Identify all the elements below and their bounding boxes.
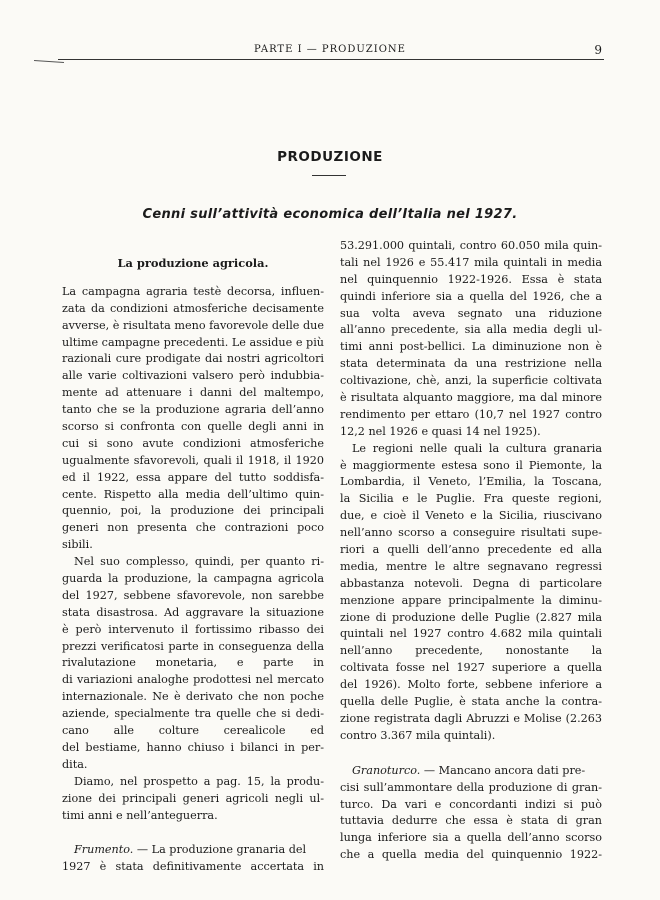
subtitle: Cenni sull’attività economica dell’Italia nel 1927. <box>142 207 518 222</box>
text-line: rendimento per ettaro (10,7 nel 1927 contro <box>340 407 602 421</box>
text-line: tali nel 1926 e 55.417 mila quintali in media <box>340 255 602 269</box>
run-in-text: — Mancano ancora dati pre- <box>420 763 586 777</box>
text-line: generi non presenta che contrazioni poco <box>62 521 324 535</box>
text-line: sua volta aveva segnato una riduzione <box>340 306 602 320</box>
text-line: cisi sull’ammontare della produzione di gran- <box>340 780 602 794</box>
text-line <box>340 763 602 780</box>
title-rule <box>312 175 346 176</box>
text-line: zione registrata dagli Abruzzi e Molise (2.263 <box>340 711 602 725</box>
text-line: quintali nel 1927 contro 4.682 mila quintali <box>340 627 602 641</box>
text-line: zione di produzione delle Puglie (2.827 mila <box>340 610 602 624</box>
paragraph-2 <box>62 554 324 774</box>
text-line: tanto che se la produzione agraria dell’anno <box>62 403 324 417</box>
text-line: guarda la produzione, la campagna agricola <box>62 572 324 586</box>
run-in-label: Granoturco. <box>352 763 421 777</box>
text-line: ugualmente sfavorevoli, quali il 1918, il 1920 <box>62 453 324 467</box>
text-line: Lombardia, il Veneto, l’Emilia, la Toscana, <box>340 475 602 489</box>
paragraph-2 <box>340 441 602 745</box>
text-line: è maggiormente estesa sono il Piemonte, la <box>340 458 602 472</box>
text-line: ed il 1922, essa appare del tutto soddisfa- <box>62 470 324 484</box>
paragraph-3 <box>62 774 324 825</box>
text-line: rivalutazione monetaria, e parte in <box>62 656 324 670</box>
text-line: cano alle colture cerealicole ed <box>62 724 324 738</box>
text-line: Le regioni nelle quali la cultura granaria <box>352 441 602 455</box>
text-line: del 1926). Molto forte, sebbene inferiore a <box>340 678 602 692</box>
text-line: stata disastrosa. Ad aggravare la situazione <box>62 605 324 619</box>
text-line: del 1927, sebbene sfavorevole, non sarebbe <box>62 588 324 602</box>
run-in-label: Frumento. <box>74 843 134 857</box>
paragraph-gap <box>62 824 324 842</box>
text-line: stata determinata da una restrizione nella <box>340 357 602 371</box>
text-line: di variazioni analoghe prodottesi nel mercato <box>62 673 324 687</box>
text-line: menzione appare principalmente la diminu- <box>340 593 602 607</box>
text-line: La campagna agraria testè decorsa, influen- <box>62 284 324 298</box>
text-line: internazionale. Ne è derivato che non poche <box>62 690 324 704</box>
text-line: timi anni e nell’anteguerra. <box>62 808 218 822</box>
right-column <box>340 238 602 864</box>
text-line: avverse, è risultata meno favorevole delle due <box>62 318 324 332</box>
text-line: riori a quelli dell’anno precedente ed alla <box>340 543 602 557</box>
text-line: tuttavia dedurre che essa è stata di gran <box>340 814 602 828</box>
text-line: zione dei principali generi agricoli negli ul- <box>62 791 324 805</box>
text-line: coltivazione, chè, anzi, la superficie coltivata <box>340 374 602 388</box>
text-line: quennio, poi, la produzione dei principali <box>62 504 324 518</box>
text-line: che a quella media del quinquennio 1922- <box>340 848 602 862</box>
text-line: aziende, specialmente tra quelle che si dedi- <box>62 707 324 721</box>
text-line: mente ad attenuare i danni del maltempo, <box>62 386 324 400</box>
running-header <box>0 44 660 58</box>
paragraph-gap <box>340 745 602 763</box>
header-rule-tail <box>34 60 64 63</box>
text-line: 12,2 nel 1926 e quasi 14 nel 1925). <box>340 424 541 438</box>
text-line: 1927 è stata definitivamente accertata in <box>62 860 324 874</box>
text-line: alle varie coltivazioni valsero però indubbia- <box>62 369 324 383</box>
run-in-text: — La produzione granaria del <box>133 843 307 857</box>
page-number: 9 <box>594 43 602 57</box>
text-line: coltivata fosse nel 1927 superiore a quella <box>340 661 602 675</box>
text-line: sibili. <box>62 538 93 552</box>
left-column <box>62 238 324 876</box>
text-line: media, mentre le altre segnavano regressi <box>340 559 602 573</box>
text-line <box>62 842 324 859</box>
column-heading: La produzione agricola. <box>117 256 269 270</box>
text-line: dita. <box>62 757 88 771</box>
section-title: PRODUZIONE <box>277 149 383 165</box>
header-rule <box>58 59 604 60</box>
text-line: quindi inferiore sia a quella del 1926, che a <box>340 289 602 303</box>
text-line: razionali cure prodigate dai nostri agricoltori <box>62 352 324 366</box>
text-line: nell’anno precedente, nonostante la <box>340 644 602 658</box>
text-line: cui si sono avute condizioni atmosferiche <box>62 436 324 450</box>
text-line: nell’anno scorso a conseguire risultati supe- <box>340 526 602 540</box>
text-line: cente. Rispetto alla media dell’ultimo quin- <box>62 487 324 501</box>
text-line: del bestiame, hanno chiuso i bilanci in per- <box>62 740 324 754</box>
text-line: abbastanza notevoli. Degna di particolare <box>340 576 602 590</box>
text-line: Diamo, nel prospetto a pag. 15, la produ- <box>74 774 324 788</box>
text-line: la Sicilia e le Puglie. Fra queste regioni, <box>340 492 602 506</box>
text-line: contro 3.367 mila quintali). <box>340 728 496 742</box>
text-line: quella delle Puglie, è stata anche la contra- <box>340 695 602 709</box>
text-line: turco. Da vari e concordanti indizi si può <box>340 797 602 811</box>
paragraph-1 <box>340 238 602 441</box>
paragraph-frumento <box>62 842 324 876</box>
text-line: lunga inferiore sia a quella dell’anno scorso <box>340 831 602 845</box>
text-line: nel quinquennio 1922-1926. Essa è stata <box>340 272 602 286</box>
paragraph-1 <box>62 284 324 554</box>
text-line: scorso si confronta con quelle degli anni in <box>62 420 324 434</box>
text-line: timi anni post-bellici. La diminuzione non è <box>340 340 602 354</box>
paragraph-granoturco <box>340 763 602 864</box>
text-line: è risultata alquanto maggiore, ma dal minore <box>340 391 602 405</box>
text-line: zata da condizioni atmosferiche decisamente <box>62 301 324 315</box>
text-line: 53.291.000 quintali, contro 60.050 mila quin- <box>340 239 602 252</box>
text-line: è però intervenuto il fortissimo ribasso dei <box>62 622 324 636</box>
running-title: PARTE I — PRODUZIONE <box>254 44 406 55</box>
text-line: all’anno precedente, sia alla media degli ul- <box>340 323 602 337</box>
text-line: Nel suo complesso, quindi, per quanto ri- <box>74 555 324 569</box>
text-line: prezzi verificatosi parte in conseguenza della <box>62 639 324 653</box>
text-line: ultime campagne precedenti. Le assidue e più <box>62 335 324 349</box>
text-line: due, e cioè il Veneto e la Sicilia, riuscivano <box>340 509 602 523</box>
